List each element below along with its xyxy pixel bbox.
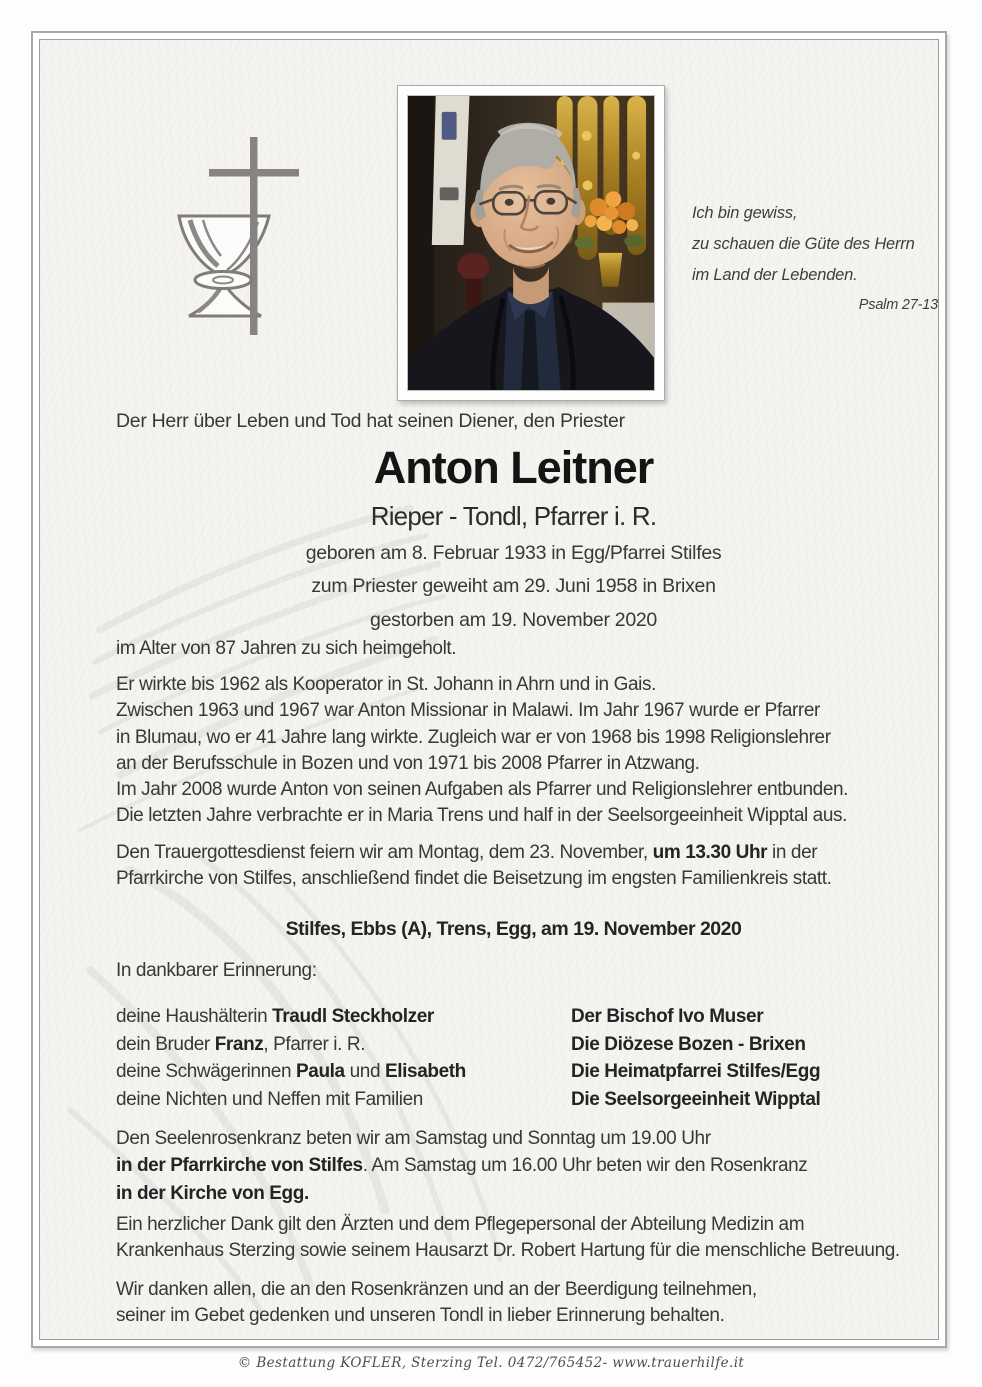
quote-lines: Ich bin gewiss, zu schauen die Güte des Herrn im Land der Lebenden. xyxy=(692,204,915,284)
deceased-name: Anton Leitner xyxy=(373,442,654,493)
mourners-clergy-column: Der Bischof Ivo Muser Die Diözese Bozen - Brixen Die Heimatpfarrei Stilfes/Egg Die Seelsorgeeinheit Wipptal xyxy=(571,1006,821,1110)
chalice-cross-icon xyxy=(170,132,310,347)
age-line: im Alter von 87 Jahren zu sich heimgeholt. xyxy=(116,638,457,659)
memorial-card xyxy=(31,31,947,1348)
biography-paragraph: Er wirkte bis 1962 als Kooperator in St. Johann in Ahrn und in Gais. Zwischen 1963 und 1967 war Anton Missionar in Malawi. Im Jahr 1967 wurde er Pfarrer in Blumau, wo er 41 Jahre lang wirkte. Zugleich war er von 1968 bis 1998 Religionslehrer an der Berufsschule in Bozen und von 1971 bis 2008 Pfarrer in Atzwang. Im Jahr 2008 wurde Anton von seinen Aufgaben als Pfarrer und Religionslehrer entbunden. Die letzten Jahre verbrachte er in Maria Trens und half in der Seelsorgeeinheit Wipptal aus. xyxy=(116,674,849,827)
quote-source: Psalm 27-13 xyxy=(858,297,938,313)
thanks-paragraph: Ein herzlicher Dank gilt den Ärzten und dem Pflegepersonal der Abteilung Medizin am Krankenhaus Sterzing sowie seinem Hausarzt Dr. Robert Hartung für die menschliche Betreuung. xyxy=(116,1214,900,1262)
memorial-card-inner xyxy=(39,39,939,1340)
cities-date-line: Stilfes, Ebbs (A), Trens, Egg, am 19. November 2020 xyxy=(285,918,742,940)
funeral-home-footer: © Bestattung KOFLER, Sterzing Tel. 0472/765452- www.trauerhilfe.it xyxy=(237,1355,745,1371)
remembrance-label: In dankbarer Erinnerung: xyxy=(116,960,317,981)
closing-paragraph: Wir danken allen, die an den Rosenkränzen und an der Beerdigung teilnehmen, seiner im Gebet gedenken und unseren Tondl in lieber Erinnerung behalten. xyxy=(116,1279,757,1327)
portrait-photo-frame xyxy=(397,85,665,401)
portrait-photo xyxy=(407,95,655,391)
mourners-list xyxy=(116,1003,911,1121)
mourners-family-column: deine Haushälterin Traudl Steckholzer dein Bruder Franz, Pfarrer i. R. deine Schwägerinnen Paula und Elisabeth deine Nichten und Neffen mit Familien xyxy=(116,1006,466,1110)
deceased-subtitle: Rieper - Tondl, Pfarrer i. R. xyxy=(370,501,657,531)
intro-line: Der Herr über Leben und Tod hat seinen Diener, den Priester xyxy=(116,410,625,432)
funeral-service-paragraph: Den Trauergottesdienst feiern wir am Montag, dem 23. November, um 13.30 Uhr in der Pfarrkirche von Stilfes, anschließend findet die Beisetzung im engsten Familienkreis statt. xyxy=(116,842,832,890)
scripture-quote xyxy=(692,198,939,313)
life-dates: geboren am 8. Februar 1933 in Egg/Pfarrei Stilfes zum Priester geweiht am 29. Juni 1958 in Brixen gestorben am 19. November 2020 xyxy=(305,542,722,631)
rosary-paragraph: Den Seelenrosenkranz beten wir am Samstag und Sonntag um 19.00 Uhr in der Pfarrkirche von Stilfes. Am Samstag um 16.00 Uhr beten wir den Rosenkranz in der Kirche von Egg. xyxy=(116,1128,808,1204)
